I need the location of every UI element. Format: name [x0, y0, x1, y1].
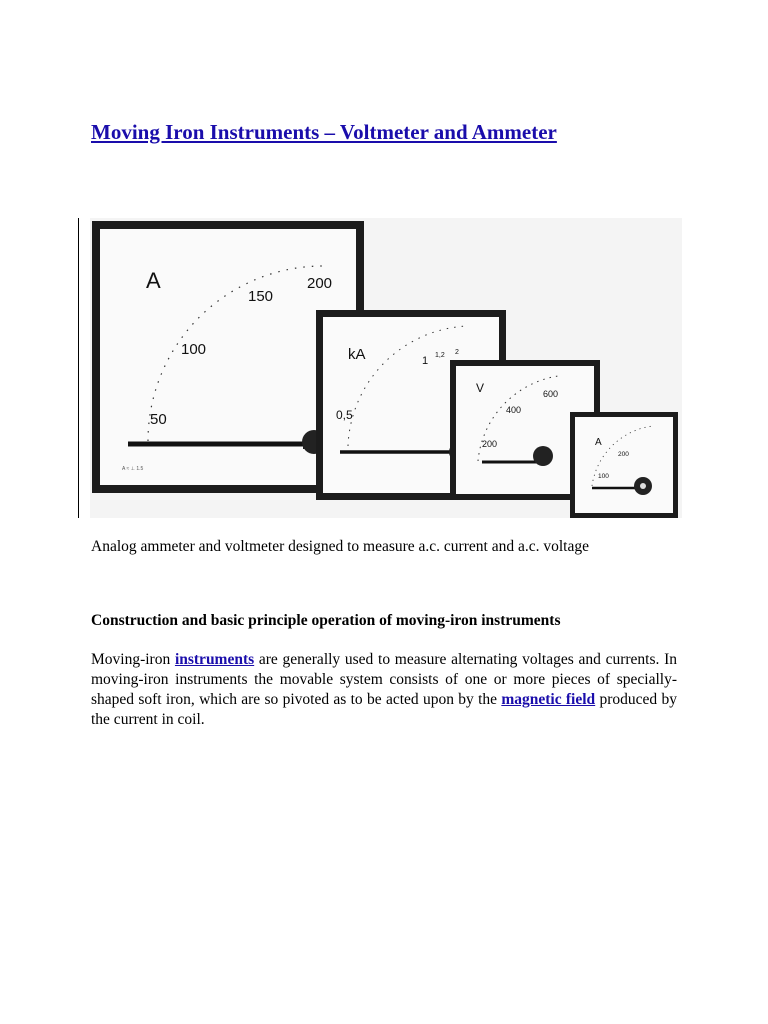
svg-text:V: V — [476, 381, 485, 395]
instruments-link[interactable]: instruments — [174, 651, 255, 668]
meter1-unit: A — [146, 268, 161, 293]
svg-text:1: 1 — [422, 355, 429, 367]
svg-text:0,5: 0,5 — [336, 408, 353, 422]
svg-text:1,2: 1,2 — [435, 352, 445, 359]
svg-text:200: 200 — [307, 275, 333, 292]
meters-photo — [78, 216, 682, 521]
magnetic-field-link[interactable]: magnetic field — [501, 691, 596, 708]
svg-text:50: 50 — [150, 411, 167, 428]
svg-text:400: 400 — [506, 405, 522, 415]
article-title-link[interactable]: Moving Iron Instruments – Voltmeter and Ammeter — [91, 120, 557, 144]
svg-text:A ≈ ⊥ 1.5: A ≈ ⊥ 1.5 — [122, 466, 144, 472]
svg-text:150: 150 — [248, 288, 274, 305]
svg-text:200: 200 — [482, 439, 498, 449]
svg-text:200: 200 — [618, 451, 629, 458]
svg-text:kA: kA — [348, 346, 366, 363]
section-heading: Construction and basic principle operation of moving-iron instruments — [91, 612, 561, 629]
body-paragraph: Moving-iron instruments are generally used to measure alternating voltages and currents. In moving-iron instruments the movable system consists of one or more pieces of specially-shaped soft iron, which are so pivoted as to be acted upon by the magnetic field produced by the current in coil. — [91, 651, 677, 728]
svg-text:2: 2 — [455, 349, 459, 356]
figure-caption: Analog ammeter and voltmeter designed to measure a.c. current and a.c. voltage — [91, 538, 589, 555]
svg-text:600: 600 — [543, 389, 559, 399]
svg-text:A: A — [595, 437, 602, 448]
svg-text:100: 100 — [181, 341, 207, 358]
svg-text:100: 100 — [598, 473, 609, 480]
meter-small-ammeter — [570, 412, 678, 518]
